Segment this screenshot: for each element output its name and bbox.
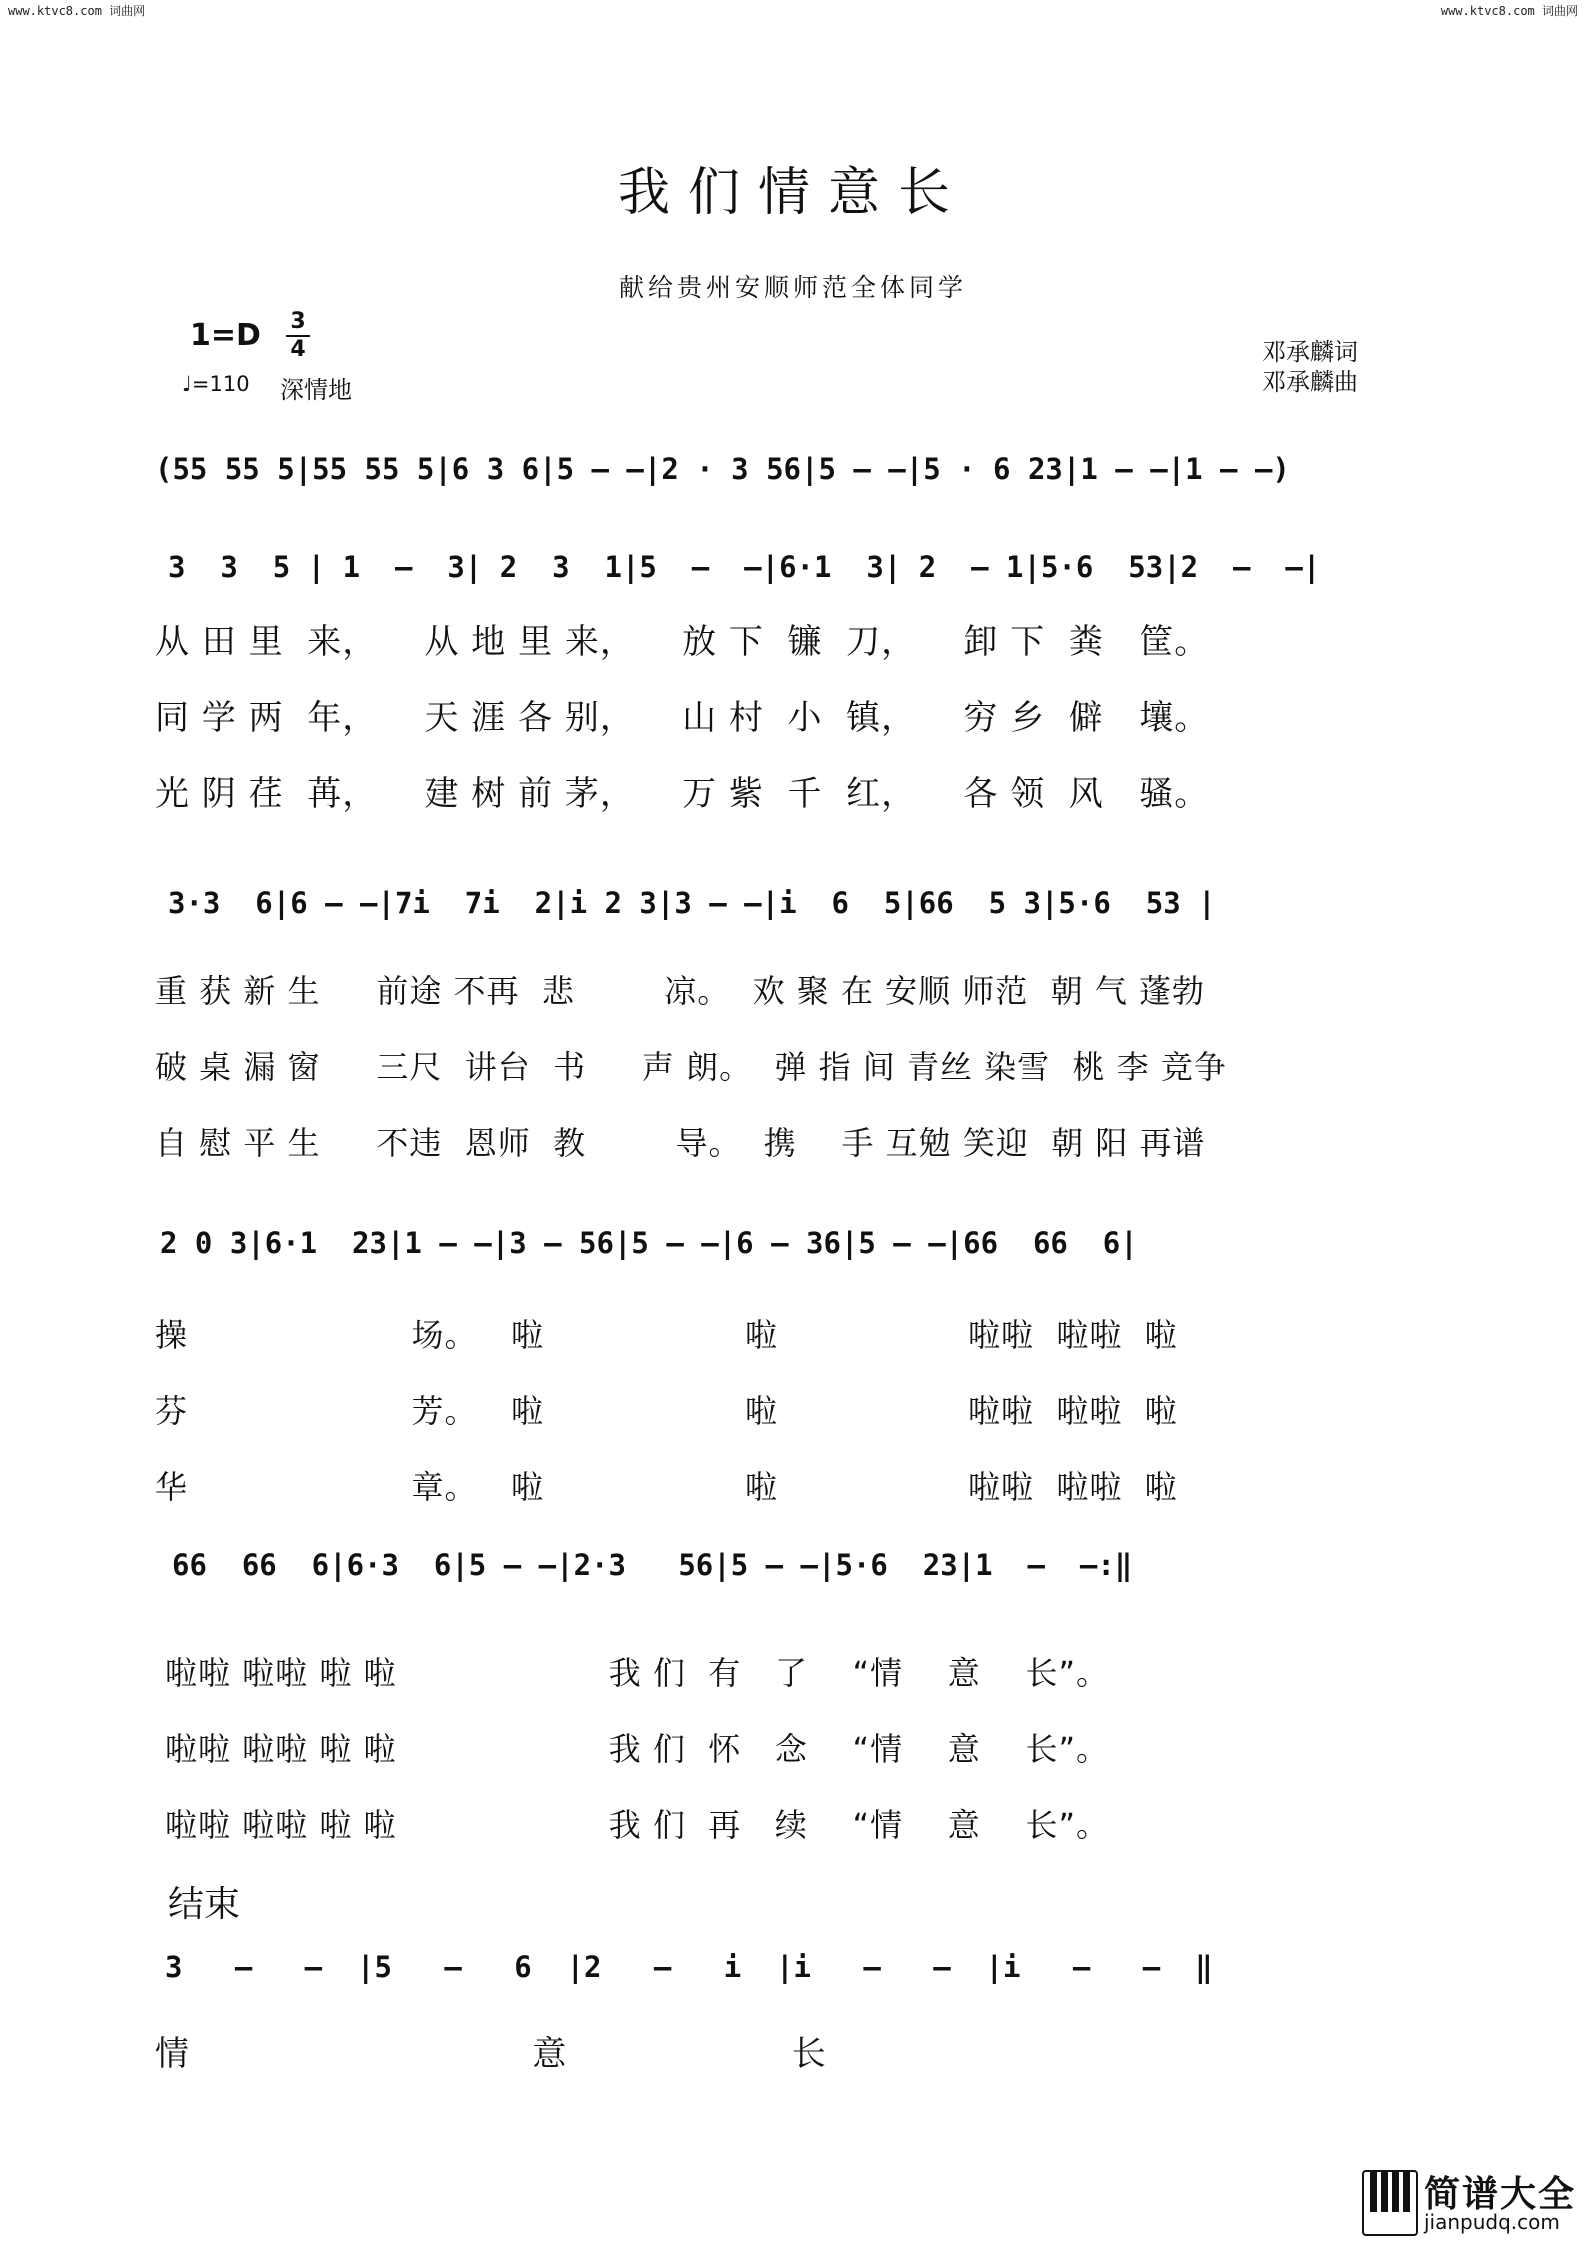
time-signature <box>286 310 310 362</box>
lyric-line-3-verse-2: 破 桌 漏 窗 三尺 讲台 书 声 朗。 弹 指 间 青丝 染雪 桃 李 竞争 <box>155 1048 1227 1086</box>
lyric-line-3-verse-1: 重 获 新 生 前途 不再 悲 凉。 欢 聚 在 安顺 师范 朝 气 蓬勃 <box>155 972 1205 1010</box>
lyric-line-4-verse-2: 芬 芳。 啦 啦 啦啦 啦啦 啦 <box>155 1392 1178 1430</box>
lyric-line-5-verse-1: 啦啦 啦啦 啦 啦 我 们 有 了 “情 意 长”。 <box>165 1654 1110 1692</box>
score-line-3: 3·3 6|6 – –|7i 7i 2|i 2 3|3 – –|i 6 5|66 5 3|5·6 53 | <box>168 886 1216 920</box>
score-line-1: (55 55 5|55 55 5|6 3 6|5 – –|2 · 3 56|5 – –|5 · 6 23|1 – –|1 – –) <box>155 452 1290 486</box>
tempo-marking: ♩=110 <box>182 372 250 396</box>
lyric-line-6: 情 意 长 <box>155 2034 827 2074</box>
lyric-line-5-verse-3: 啦啦 啦啦 啦 啦 我 们 再 续 “情 意 长”。 <box>165 1806 1110 1844</box>
time-signature-top: 3 <box>290 309 306 334</box>
lyric-line-3-verse-3: 自 慰 平 生 不违 恩师 教 导。 携 手 互勉 笑迎 朝 阳 再谱 <box>155 1124 1206 1162</box>
song-subtitle: 献给贵州安顺师范全体同学 <box>618 273 967 302</box>
lyric-line-5-verse-2: 啦啦 啦啦 啦 啦 我 们 怀 念 “情 意 长”。 <box>165 1730 1110 1768</box>
logo-url: jianpudq.com <box>1424 2210 1560 2234</box>
score-line-5: 66 66 6|6·3 6|5 – –|2·3 56|5 – –|5·6 23|1 – –:‖ <box>172 1548 1133 1582</box>
score-line-4: 2 0 3|6·1 23|1 – –|3 – 56|5 – –|6 – 36|5 – –|66 66 6| <box>160 1226 1138 1260</box>
logo-name: 简谱大全 <box>1424 2174 1577 2215</box>
song-title: 我们情意长 <box>617 163 968 223</box>
composer-credit: 邓承麟曲 <box>1262 368 1358 396</box>
lyric-line-2-verse-2: 同 学 两 年， 天 涯 各 别， 山 村 小 镇， 穷 乡 僻 壤。 <box>155 698 1210 738</box>
score-line-6: 3 – – |5 – 6 |2 – i |i – – |i – – ‖ <box>165 1950 1213 1984</box>
header-right-watermark: www.ktvc8.com 词曲网 <box>1440 4 1578 18</box>
lyric-line-2-verse-3: 光 阴 荏 苒， 建 树 前 茅， 万 紫 千 红， 各 领 风 骚。 <box>155 774 1210 814</box>
key-signature: 1=D <box>190 318 261 353</box>
time-signature-bottom: 4 <box>290 337 306 362</box>
header-left-watermark: www.ktvc8.com 词曲网 <box>8 4 146 18</box>
lyric-line-4-verse-1: 操 场。 啦 啦 啦啦 啦啦 啦 <box>155 1316 1178 1354</box>
site-logo <box>1362 2168 1582 2238</box>
lyric-line-2-verse-1: 从 田 里 来， 从 地 里 来， 放 下 镰 刀， 卸 下 粪 筐。 <box>155 622 1210 662</box>
ending-label: 结束 <box>168 1884 241 1925</box>
piano-keys-icon <box>1362 2170 1418 2236</box>
expression-marking: 深情地 <box>280 376 352 404</box>
lyric-line-4-verse-3: 华 章。 啦 啦 啦啦 啦啦 啦 <box>155 1468 1178 1506</box>
score-line-2: 3 3 5 | 1 – 3| 2 3 1|5 – –|6·1 3| 2 – 1|5·6 53|2 – –| <box>168 550 1321 584</box>
lyricist-credit: 邓承麟词 <box>1262 338 1358 366</box>
